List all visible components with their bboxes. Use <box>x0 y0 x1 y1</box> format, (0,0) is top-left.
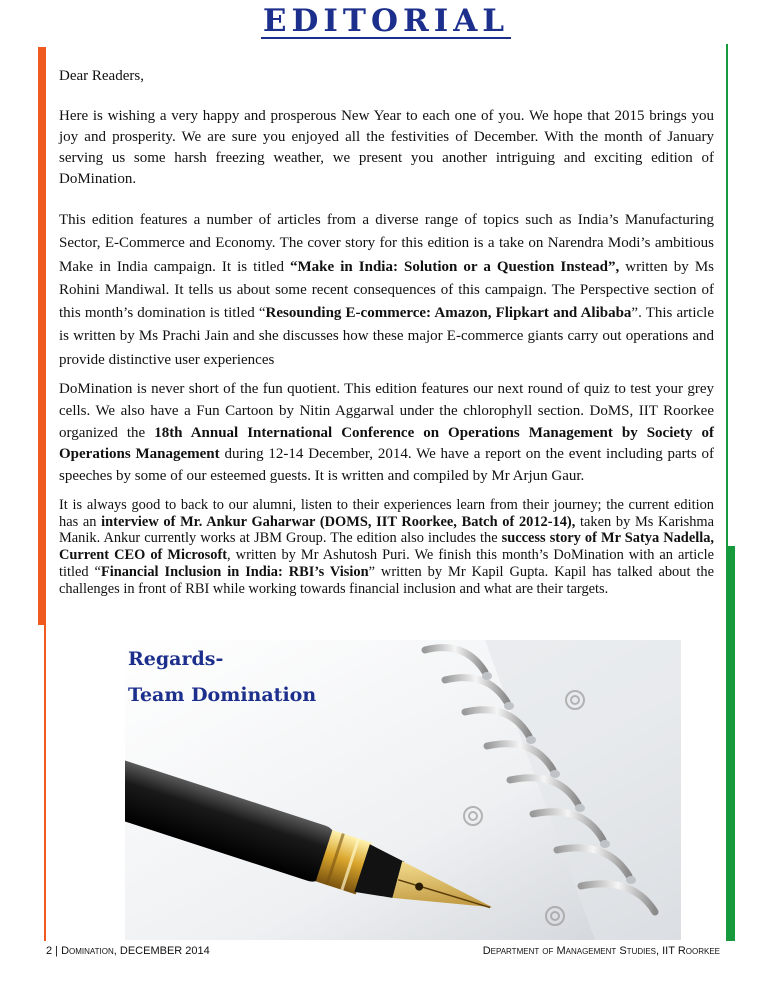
magazine-name: Domination <box>61 945 114 957</box>
editorial-title: EDITORIAL <box>262 3 510 39</box>
left-accent-line <box>44 625 46 941</box>
paragraph-fun-quotient: DoMination is never short of the fun quotient. This edition features our next round of quiz to test your grey cells. We also have a Fun Cartoon by Nitin Aggarwal under the chlorophyll section. DoMS, IIT Roorkee organized the 18th Annual International Conference on Operations Management by Society of Operations Management during 12-14 December, 2014. We have a report on the event including parts of speeches by some of our esteemed guests. It is written and compiled by Mr Arjun Gaur. <box>59 381 714 485</box>
signoff-regards: Regards- <box>128 648 224 670</box>
right-accent-bar <box>726 546 735 941</box>
interview-title: interview of Mr. Ankur Gaharwar (DOMS, IIT Roorkee, Batch of 2012-14), <box>101 513 576 530</box>
footer-left <box>46 945 210 957</box>
left-accent-bar <box>38 47 46 625</box>
footer-department: Department of Management Studies, IIT Roorkee <box>482 945 720 957</box>
salutation: Dear Readers, <box>59 68 144 84</box>
article-title: Financial Inclusion in India: RBI’s Vision <box>100 563 369 580</box>
issue-date: , DECEMBER 2014 <box>113 945 210 957</box>
signoff-team: Team Domination <box>128 684 317 706</box>
success-story-title: success story of Mr Satya Nadella, Current CEO of Microsoft <box>59 530 714 564</box>
paragraph-articles: This edition features a number of articles from a diverse range of topics such as India’s Manufacturing Sector, E-Commerce and Economy. The cover story for this edition is a take on Narendra Modi’s ambitious Make in India campaign. It is titled “Make in India: Solution or a Question Instead”, written by Ms Rohini Mandiwal. It tells us about some recent consequences of this campaign. The Perspective section of this month’s domination is titled “Resounding E-commerce: Amazon, Flipkart and Alibaba”. This article is written by Ms Prachi Jain and she discusses how these major E-commerce giants carry out operations and provide distinctive user experiences <box>59 212 714 368</box>
cover-story-title: “Make in India: Solution or a Question Instead”, <box>290 258 620 275</box>
right-accent-line <box>726 44 728 546</box>
pen-notebook-image <box>125 640 681 940</box>
paragraph-intro: Here is wishing a very happy and prosperous New Year to each one of you. We hope that 2015 brings you joy and prosperity. We are sure you enjoyed all the festivities of December. With the month of January serving us some harsh freezing weather, we present you another intriguing and exciting edition of DoMination. <box>59 108 714 187</box>
page-number: 2 | <box>46 945 62 957</box>
page-header <box>0 3 772 39</box>
conference-title: 18th Annual International Conference on Operations Management by Society of Operations Management <box>59 424 714 463</box>
paragraph-alumni: It is always good to back to our alumni, listen to their experiences learn from their journey; the current edition has an interview of Mr. Ankur Gaharwar (DOMS, IIT Roorkee, Batch of 2012-14), taken by Ms Karishma Manik. Ankur currently works at JBM Group. The edition also includes the success story of Mr Satya Nadella, Current CEO of Microsoft, written by Mr Ashutosh Puri. We finish this month’s DoMination with an article titled “Financial Inclusion in India: RBI’s Vision” written by Mr Kapil Gupta. Kapil has talked about the challenges in front of RBI while working towards financial inclusion and what are their targets. <box>59 497 714 597</box>
perspective-title: Resounding E-commerce: Amazon, Flipkart and Alibaba <box>265 305 632 322</box>
